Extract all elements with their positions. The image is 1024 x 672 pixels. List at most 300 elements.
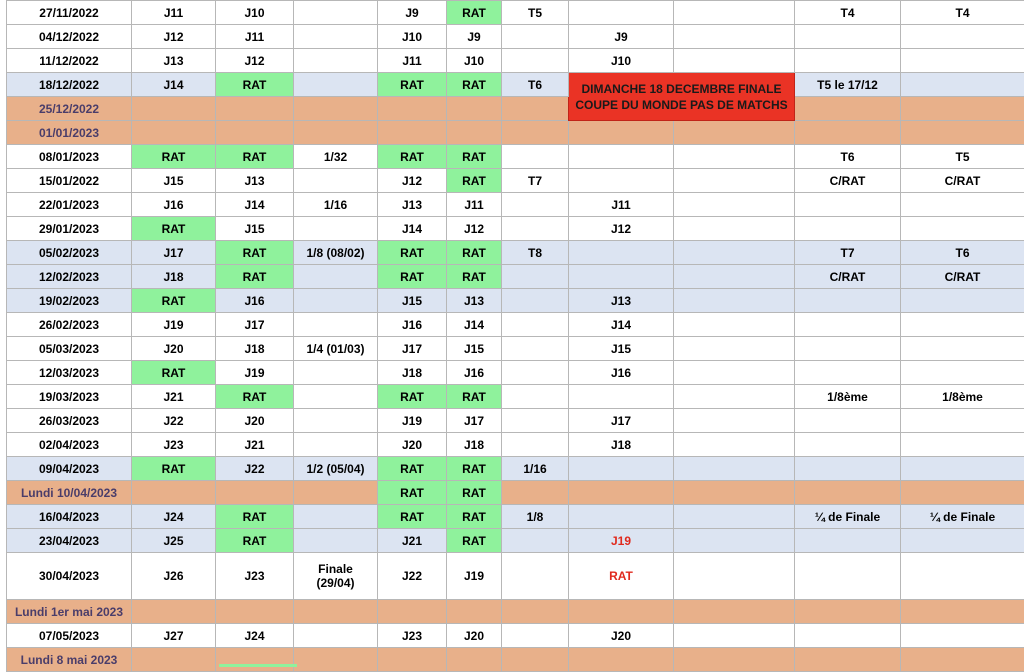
date-cell: 25/12/2022 [7,97,132,121]
table-row [7,25,1024,49]
table-cell [674,409,795,433]
table-cell: J22 [132,409,216,433]
table-cell: C/RAT [901,265,1024,289]
table-cell: J11 [132,1,216,25]
table-cell: J15 [216,217,294,241]
table-cell: J16 [378,313,447,337]
table-cell: 1/8ème [901,385,1024,409]
table-cell [674,241,795,265]
table-cell [795,313,901,337]
table-cell: J17 [132,241,216,265]
table-cell [795,97,901,121]
table-cell: RAT [378,73,447,97]
table-cell: RAT [378,385,447,409]
table-cell [216,600,294,624]
table-cell [674,265,795,289]
table-cell: J17 [216,313,294,337]
table-cell [132,121,216,145]
table-cell [674,193,795,217]
table-cell [901,481,1024,505]
table-cell: 1/16 [294,193,378,217]
table-cell: J10 [378,25,447,49]
table-cell [674,433,795,457]
table-cell: J25 [132,529,216,553]
table-cell [901,457,1024,481]
table-cell: RAT [447,265,502,289]
table-row [7,1,1024,25]
table-cell [674,121,795,145]
table-cell [132,600,216,624]
table-cell [795,553,901,600]
table-cell: J10 [216,1,294,25]
table-cell: J13 [216,169,294,193]
table-cell: RAT [216,505,294,529]
table-cell: RAT [447,385,502,409]
table-cell [674,289,795,313]
table-row [7,457,1024,481]
table-row [7,49,1024,73]
date-cell: 27/11/2022 [7,1,132,25]
table-cell [901,289,1024,313]
table-cell [901,49,1024,73]
table-cell: J13 [569,289,674,313]
table-cell: RAT [447,505,502,529]
table-cell: RAT [569,553,674,600]
table-cell [569,457,674,481]
table-cell [502,193,569,217]
table-cell: RAT [447,73,502,97]
table-cell [294,481,378,505]
table-cell [674,1,795,25]
table-cell: J15 [447,337,502,361]
table-cell [502,648,569,672]
table-cell [294,49,378,73]
table-cell [294,217,378,241]
table-cell: J14 [569,313,674,337]
table-row [7,73,1024,97]
table-cell: RAT [216,145,294,169]
table-cell [447,600,502,624]
table-cell [795,193,901,217]
table-cell [378,648,447,672]
table-row [7,337,1024,361]
table-cell: C/RAT [901,169,1024,193]
date-cell: Lundi 8 mai 2023 [7,648,132,672]
table-cell [502,337,569,361]
date-cell: 09/04/2023 [7,457,132,481]
table-cell: T6 [502,73,569,97]
date-cell: 16/04/2023 [7,505,132,529]
date-cell: 12/03/2023 [7,361,132,385]
table-cell: J21 [378,529,447,553]
table-cell: RAT [132,145,216,169]
table-row [7,481,1024,505]
table-cell: 1/32 [294,145,378,169]
table-cell [294,25,378,49]
table-cell [901,193,1024,217]
table-cell: 1/2 (05/04) [294,457,378,481]
table-cell [502,624,569,648]
table-cell [294,433,378,457]
table-cell [795,409,901,433]
table-cell: 1/8 [502,505,569,529]
date-cell: 18/12/2022 [7,73,132,97]
table-cell [132,648,216,672]
table-cell: RAT [378,481,447,505]
table-cell [674,169,795,193]
table-cell [294,600,378,624]
table-cell: J10 [447,49,502,73]
table-cell [294,385,378,409]
table-cell [795,121,901,145]
table-cell [901,217,1024,241]
table-row [7,648,1024,672]
table-cell [674,145,795,169]
table-cell: RAT [378,241,447,265]
table-cell: J22 [378,553,447,600]
table-cell: J20 [447,624,502,648]
table-cell [901,73,1024,97]
date-cell: 02/04/2023 [7,433,132,457]
table-cell [901,600,1024,624]
table-cell: 1/8 (08/02) [294,241,378,265]
table-cell: 1/4 (01/03) [294,337,378,361]
table-cell [569,169,674,193]
table-cell [502,600,569,624]
table-row [7,553,1024,600]
schedule-body [7,1,1024,672]
table-cell: J13 [132,49,216,73]
table-cell [569,600,674,624]
table-cell [294,1,378,25]
table-cell: J18 [378,361,447,385]
table-cell: J18 [447,433,502,457]
table-cell: RAT [132,217,216,241]
date-cell: 30/04/2023 [7,553,132,600]
table-cell [795,648,901,672]
date-cell: 07/05/2023 [7,624,132,648]
table-cell: RAT [132,289,216,313]
table-cell: J26 [132,553,216,600]
table-cell [294,97,378,121]
table-row [7,265,1024,289]
table-cell: RAT [447,145,502,169]
table-cell: J15 [132,169,216,193]
table-cell [569,121,674,145]
table-cell: J23 [378,624,447,648]
table-cell [294,624,378,648]
table-cell: J19 [216,361,294,385]
table-cell: J15 [569,337,674,361]
table-cell [569,481,674,505]
table-cell [901,433,1024,457]
table-cell: J19 [447,553,502,600]
table-cell [795,361,901,385]
table-cell: T4 [795,1,901,25]
table-cell [447,121,502,145]
table-cell: J19 [132,313,216,337]
table-cell: J18 [569,433,674,457]
table-cell: J9 [569,25,674,49]
table-cell [502,433,569,457]
table-cell: J13 [378,193,447,217]
table-cell [901,337,1024,361]
table-cell [674,600,795,624]
world-cup-final-banner: DIMANCHE 18 DECEMBRE FINALE COUPE DU MONDE PAS DE MATCHS [569,73,795,121]
table-cell [502,289,569,313]
table-cell: J24 [216,624,294,648]
table-cell: J17 [569,409,674,433]
table-cell: J11 [569,193,674,217]
table-cell [502,481,569,505]
table-cell: J12 [447,217,502,241]
table-cell: J14 [447,313,502,337]
table-cell [795,600,901,624]
table-cell: RAT [447,169,502,193]
table-cell: RAT [447,241,502,265]
table-cell [502,313,569,337]
table-row [7,145,1024,169]
table-cell [569,1,674,25]
table-cell [901,529,1024,553]
table-cell: RAT [132,457,216,481]
table-cell: J16 [569,361,674,385]
table-cell [216,121,294,145]
table-cell: RAT [216,73,294,97]
table-cell [294,73,378,97]
date-cell: 05/03/2023 [7,337,132,361]
table-row [7,193,1024,217]
table-cell [502,265,569,289]
table-cell [502,409,569,433]
table-cell: J16 [447,361,502,385]
date-cell: 15/01/2022 [7,169,132,193]
table-cell: J18 [216,337,294,361]
table-cell [447,97,502,121]
table-cell [674,361,795,385]
table-cell [378,97,447,121]
table-cell [674,217,795,241]
table-cell [795,624,901,648]
table-cell: J21 [216,433,294,457]
table-cell: J11 [216,25,294,49]
date-cell: 05/02/2023 [7,241,132,265]
table-cell: 1/8ème [795,385,901,409]
table-cell [294,361,378,385]
table-cell [901,553,1024,600]
table-cell: J23 [216,553,294,600]
table-cell [378,121,447,145]
table-cell [502,145,569,169]
table-cell [294,529,378,553]
table-cell [294,409,378,433]
date-cell: 19/03/2023 [7,385,132,409]
table-cell [294,121,378,145]
table-cell: J11 [378,49,447,73]
table-cell [674,481,795,505]
table-cell: T5 [901,145,1024,169]
table-cell [901,121,1024,145]
date-cell: 22/01/2023 [7,193,132,217]
table-cell [569,241,674,265]
match-schedule-table [6,0,1024,672]
table-cell [795,49,901,73]
table-cell [795,217,901,241]
table-cell [294,289,378,313]
table-cell [674,648,795,672]
table-cell [674,49,795,73]
table-cell [502,121,569,145]
table-cell: J12 [132,25,216,49]
table-cell [294,505,378,529]
table-cell: J20 [132,337,216,361]
table-cell: C/RAT [795,169,901,193]
date-cell: 04/12/2022 [7,25,132,49]
table-cell: J21 [132,385,216,409]
date-cell: Lundi 1er mai 2023 [7,600,132,624]
table-cell [795,529,901,553]
table-cell: J19 [569,529,674,553]
table-cell: J13 [447,289,502,313]
table-row [7,624,1024,648]
table-cell [294,313,378,337]
table-cell [216,97,294,121]
table-cell [294,169,378,193]
table-cell: J23 [132,433,216,457]
table-cell: J12 [569,217,674,241]
table-cell: RAT [378,265,447,289]
table-cell: ¼ de Finale [795,505,901,529]
table-cell: J9 [447,25,502,49]
table-cell [216,481,294,505]
table-row [7,433,1024,457]
table-cell [674,25,795,49]
table-cell: J16 [216,289,294,313]
table-cell: RAT [216,265,294,289]
table-cell [216,648,294,672]
table-cell [294,648,378,672]
date-cell: 01/01/2023 [7,121,132,145]
table-cell: C/RAT [795,265,901,289]
table-cell [569,505,674,529]
table-cell [502,217,569,241]
table-row [7,289,1024,313]
date-cell: 29/01/2023 [7,217,132,241]
table-cell [901,97,1024,121]
table-cell [795,289,901,313]
table-cell: J20 [378,433,447,457]
table-cell [674,553,795,600]
table-cell: RAT [378,457,447,481]
date-cell: Lundi 10/04/2023 [7,481,132,505]
table-cell [132,97,216,121]
table-cell [447,648,502,672]
table-row [7,600,1024,624]
table-cell [674,505,795,529]
table-cell [674,457,795,481]
table-cell: J10 [569,49,674,73]
table-cell [502,553,569,600]
table-cell [502,385,569,409]
table-cell [674,529,795,553]
table-cell [674,624,795,648]
table-cell: RAT [447,1,502,25]
table-row [7,313,1024,337]
table-cell [569,385,674,409]
table-cell: 1/16 [502,457,569,481]
table-cell [674,385,795,409]
table-cell: RAT [216,529,294,553]
table-row [7,361,1024,385]
table-cell: J24 [132,505,216,529]
date-cell: 26/02/2023 [7,313,132,337]
table-cell [569,145,674,169]
table-row [7,241,1024,265]
table-cell: J12 [216,49,294,73]
table-cell [502,25,569,49]
table-cell: J14 [216,193,294,217]
table-cell [502,529,569,553]
table-cell [795,481,901,505]
table-cell [901,648,1024,672]
table-cell: T5 [502,1,569,25]
table-cell: RAT [447,457,502,481]
table-cell [502,361,569,385]
table-cell: J22 [216,457,294,481]
table-cell [502,49,569,73]
table-cell: RAT [378,505,447,529]
table-cell: Finale (29/04) [294,553,378,600]
table-cell: J19 [378,409,447,433]
table-cell [795,337,901,361]
table-cell: T6 [901,241,1024,265]
table-cell [674,337,795,361]
table-cell: T5 le 17/12 [795,73,901,97]
table-cell: J18 [132,265,216,289]
table-cell [795,433,901,457]
table-cell: ¼ de Finale [901,505,1024,529]
table-cell: J14 [132,73,216,97]
table-cell: T7 [502,169,569,193]
table-cell: T4 [901,1,1024,25]
table-cell: J17 [447,409,502,433]
table-row [7,121,1024,145]
table-cell [674,313,795,337]
table-cell: J17 [378,337,447,361]
table-cell: RAT [216,241,294,265]
table-cell: J27 [132,624,216,648]
table-cell: J9 [378,1,447,25]
date-cell: 19/02/2023 [7,289,132,313]
table-cell: RAT [447,481,502,505]
table-row [7,385,1024,409]
table-row [7,97,1024,121]
date-cell: 11/12/2022 [7,49,132,73]
table-cell: J11 [447,193,502,217]
table-cell: J15 [378,289,447,313]
table-cell: T7 [795,241,901,265]
table-cell [569,265,674,289]
table-cell: RAT [378,145,447,169]
table-cell [795,457,901,481]
table-row [7,409,1024,433]
table-cell: J16 [132,193,216,217]
date-cell: 26/03/2023 [7,409,132,433]
table-cell [294,265,378,289]
table-cell: T8 [502,241,569,265]
date-cell: 12/02/2023 [7,265,132,289]
date-cell: 23/04/2023 [7,529,132,553]
